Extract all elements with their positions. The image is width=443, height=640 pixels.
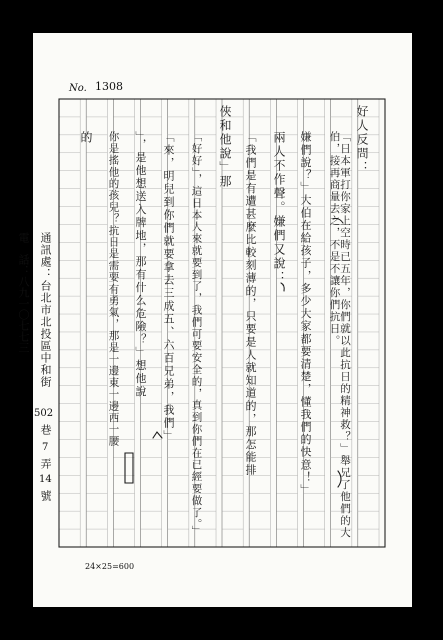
- address-phone: 電 話：八九一〇七七三: [17, 232, 30, 353]
- address-lane-no: 7: [42, 442, 49, 453]
- manuscript-column-12: 的: [79, 131, 93, 145]
- grid-size-label: 24×25=600: [85, 562, 135, 571]
- address-number: 502: [34, 408, 54, 419]
- sheet-number: 1308: [95, 80, 123, 93]
- manuscript-column-4: 兩人不作聲。嫌們又說：: [272, 131, 286, 285]
- manuscript-column-8: 「來，明兒到你們就要拿去三成五、六百兄弟，我們」: [162, 131, 175, 443]
- address-hao-char: 號: [39, 490, 52, 501]
- manuscript-column-9: 」，是他想送入牌地，那有什么危險？」想他說: [134, 131, 147, 399]
- manuscript-column-6: 俠和他說」那: [218, 105, 232, 189]
- manuscript-column-1: 好人反問：: [355, 105, 369, 175]
- manuscript-page: [33, 33, 412, 607]
- address-alley-no: 14: [39, 474, 52, 485]
- address-line: 通訊處：台北市北投區中和街: [39, 232, 52, 388]
- manuscript-column-11: 你是搖他的孩兒？抗日是需要有勇氣，那是一邊東一邊西一腰: [107, 131, 120, 447]
- address-lane-char: 巷: [39, 424, 52, 435]
- sheet-label: No.: [69, 83, 87, 94]
- address-alley-char: 弄: [39, 458, 52, 469]
- manuscript-column-2: 「日本軍打你家上空時已五年，你們就以此抗日的精神救？」舉兄了他們的大伯，接再商量去之，不是不讓你們抗日。: [328, 131, 351, 539]
- manuscript-column-7: 「好好」，這日本人來就要到了，我們可要安全的，真到你們在已經要做了。」: [190, 131, 203, 537]
- editorial-mark: [153, 432, 162, 438]
- manuscript-column-5: 「我們是有遭甚麼比較刻薄的，只要是人就知道的，那怎能排: [244, 131, 257, 477]
- manuscript-column-3: 嫌們說？」大伯在給孩子，多少大家都要清楚，懂我們的快意！」: [299, 131, 312, 497]
